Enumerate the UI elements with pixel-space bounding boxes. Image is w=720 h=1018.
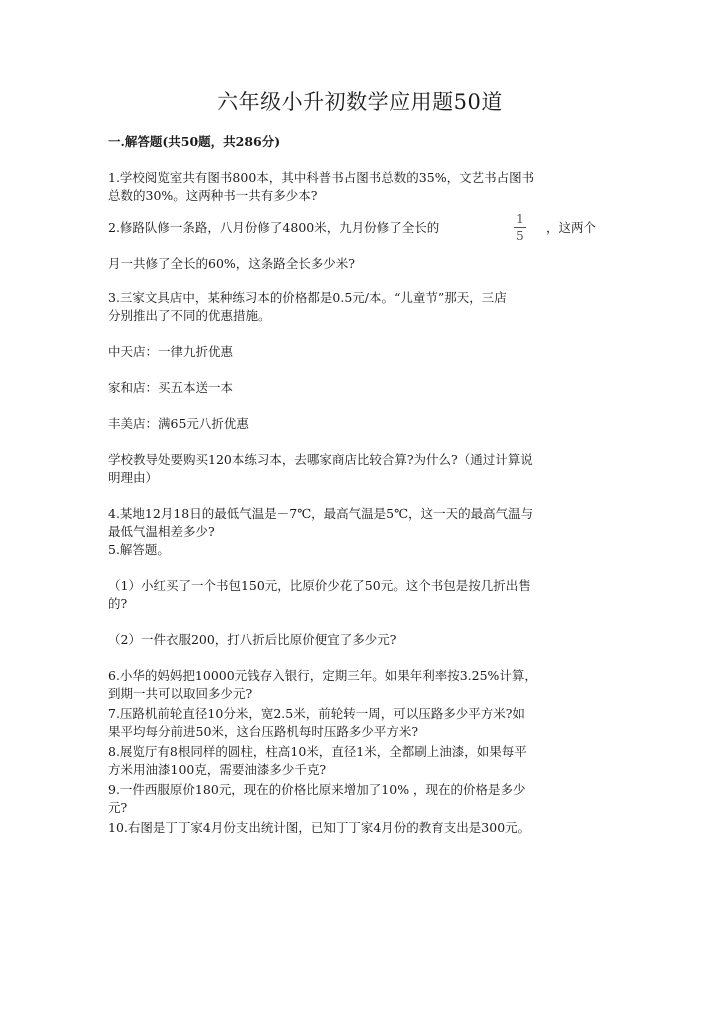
store-fengmei: 丰美店：满65元八折优惠 xyxy=(108,416,249,431)
question-4-line-2: 最低气温相差多少? xyxy=(108,524,215,539)
fraction-numerator: 1 xyxy=(516,212,524,226)
fraction-bar xyxy=(514,227,526,228)
question-1-line-2: 总数的30%。这两种书一共有多少本? xyxy=(108,188,318,203)
question-6-line-2: 到期一共可以取回多少元? xyxy=(108,686,253,701)
section-heading: 一.解答题(共50题，共286分) xyxy=(108,134,281,149)
question-5-1-line-2: 的? xyxy=(108,596,128,611)
question-7-line-1: 7.压路机前轮直径10分米，宽2.5米，前轮转一周，可以压路多少平方米?如 xyxy=(108,706,525,721)
fraction-denominator: 5 xyxy=(516,229,524,243)
question-5-2: （2）一件衣服200，打八折后比原价便宜了多少元? xyxy=(108,632,397,647)
question-1-line-1: 1.学校阅览室共有图书800本，其中科普书占图书总数的35%，文艺书占图书 xyxy=(108,170,535,185)
question-5-1-line-1: （1）小红买了一个书包150元，比原价少花了50元。这个书包是按几折出售 xyxy=(108,578,531,593)
page-title: 六年级小升初数学应用题50道 xyxy=(217,90,503,114)
question-3-line-4: 明理由） xyxy=(108,470,159,485)
question-3-line-1: 3.三家文具店中，某种练习本的价格都是0.5元/本。“儿童节”那天，三店 xyxy=(108,290,507,305)
store-zhongtian: 中天店：一律九折优惠 xyxy=(108,344,234,359)
question-2-line-1: 2.修路队修一条路，八月份修了4800米，九月份修了全长的 xyxy=(108,220,440,235)
question-3-line-2: 分别推出了不同的优惠措施。 xyxy=(108,308,271,323)
question-7-line-2: 果平均每分前进50米，这台压路机每时压路多少平方米? xyxy=(108,724,419,739)
question-9-line-1: 9.一件西服原价180元，现在的价格比原来增加了10% ，现在的价格是多少 xyxy=(108,782,526,797)
question-8-line-2: 方米用油漆100克，需要油漆多少千克? xyxy=(108,762,327,777)
question-9-line-2: 元? xyxy=(108,800,128,815)
question-10-line-1: 10.右图是丁丁家4月份支出统计图，已知丁丁家4月份的教育支出是300元。 xyxy=(108,820,531,835)
question-6-line-1: 6.小华的妈妈把10000元钱存入银行，定期三年。如果年利率按3.25%计算， xyxy=(108,668,537,683)
question-8-line-1: 8.展览厅有8根同样的圆柱，柱高10米，直径1米，全都刷上油漆，如果每平 xyxy=(108,744,527,759)
question-2-line-1-tail: ，这两个 xyxy=(546,220,597,235)
question-4-line-1: 4.某地12月18日的最低气温是－7℃，最高气温是5℃，这一天的最高气温与 xyxy=(108,506,534,521)
store-jiahe: 家和店：买五本送一本 xyxy=(108,380,234,395)
question-2-line-2: 月一共修了全长的60%，这条路全长多少米? xyxy=(108,256,355,271)
question-3-line-3: 学校教导处要购买120本练习本，去哪家商店比较合算?为什么?（通过计算说 xyxy=(108,452,533,467)
question-5-heading: 5.解答题。 xyxy=(108,542,170,557)
fraction-one-fifth xyxy=(512,212,528,243)
